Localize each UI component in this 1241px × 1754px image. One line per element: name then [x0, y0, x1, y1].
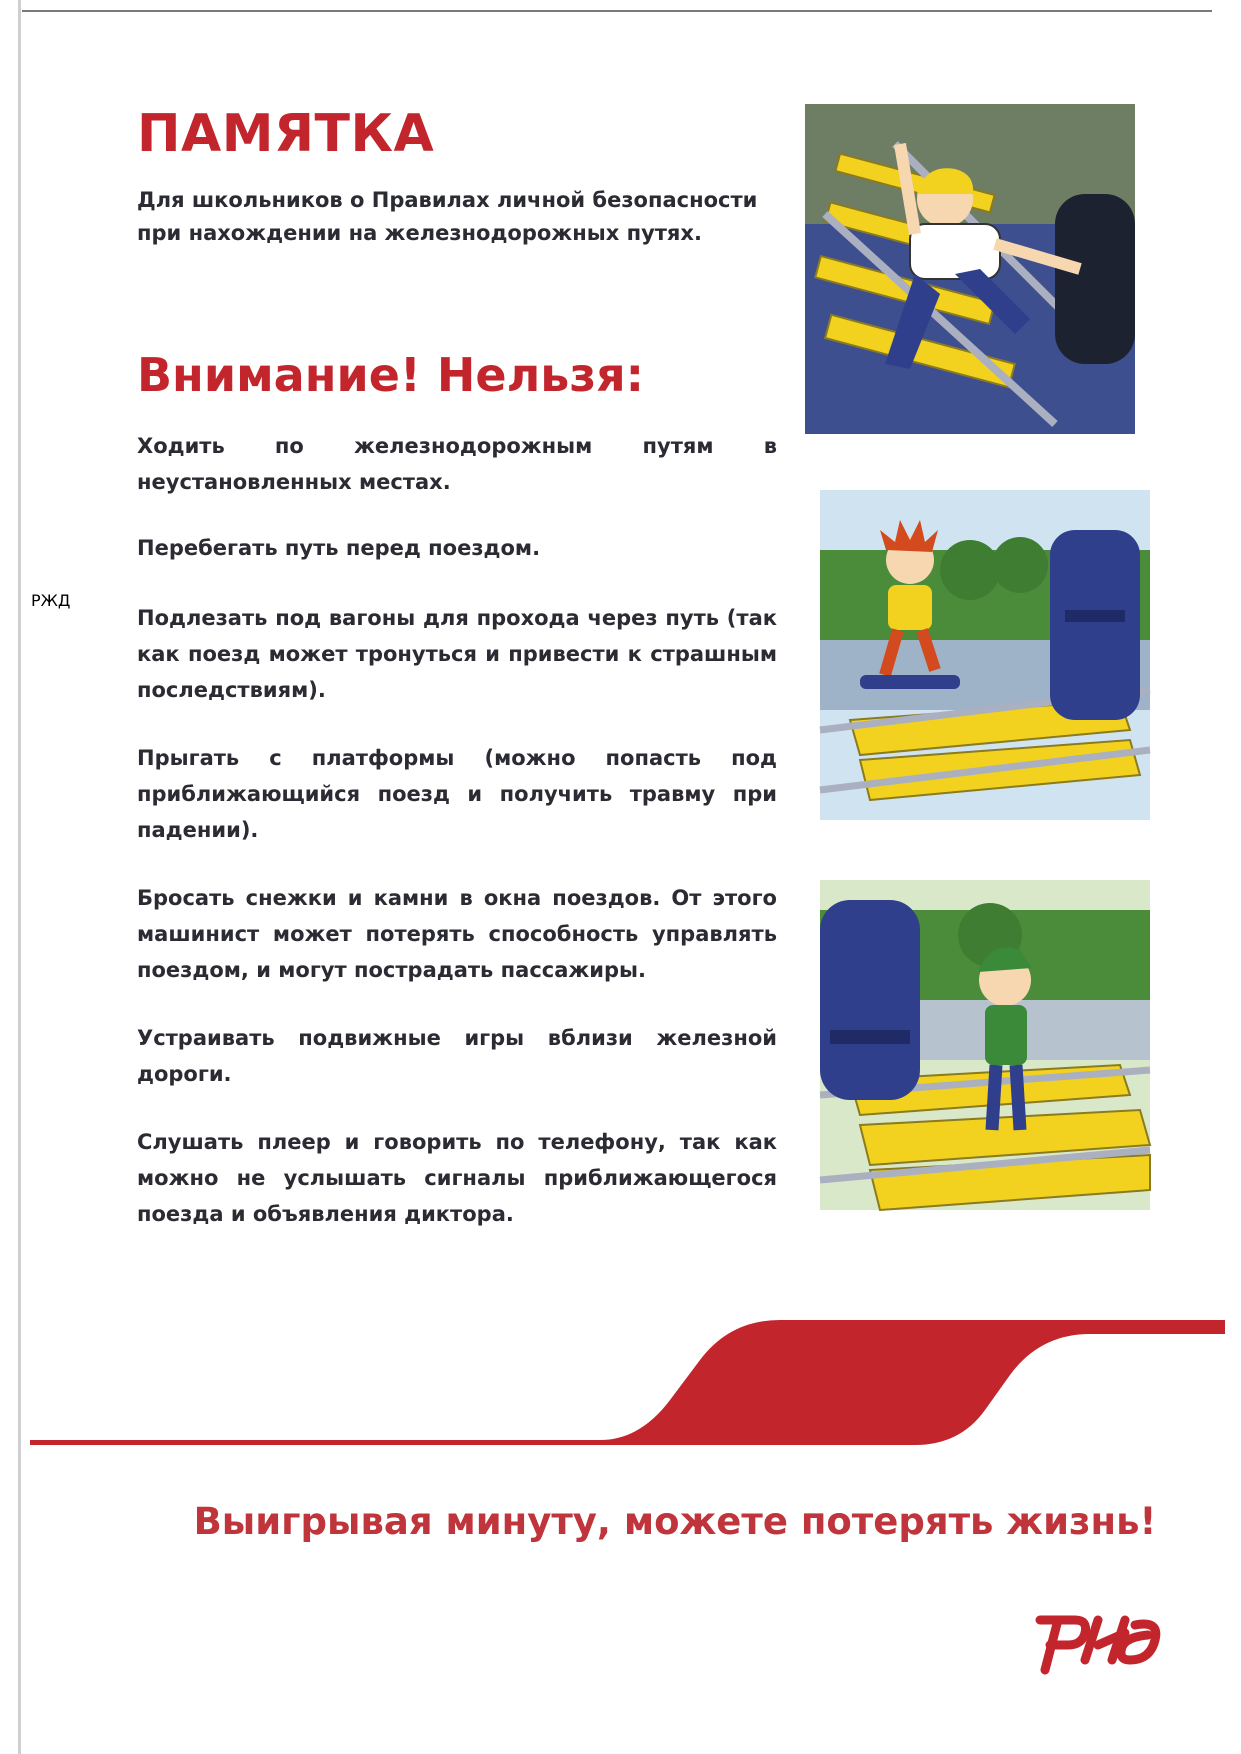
rule-item: Устраивать подвижные игры вблизи железной дороги.: [137, 1026, 777, 1086]
page-title: ПАМЯТКА: [137, 104, 435, 164]
rule-item: Слушать плеер и говорить по телефону, так как можно не услышать сигналы приближающегося поезда и объявления диктора.: [137, 1130, 777, 1226]
illustration-standing-boy: [820, 880, 1150, 1210]
rule-item: Ходить по железнодорожным путям в неустановленных местах.: [137, 434, 777, 494]
warning-heading: Внимание! Нельзя:: [137, 348, 645, 402]
illustration-skateboard-boy: [820, 490, 1150, 820]
subtitle: Для школьников о Правилах личной безопасности при нахождении на железнодорожных путях.: [137, 188, 758, 245]
rule-item: Перебегать путь перед поездом.: [137, 536, 541, 560]
rule-item: Подлезать под вагоны для прохода через путь (так как поезд может тронуться и привести к страшным последствиям).: [137, 606, 777, 702]
slogan: Выигрывая минуту, можете потерять жизнь!: [193, 1500, 1157, 1543]
top-divider: [22, 10, 1212, 12]
rule-item: Бросать снежки и камни в окна поездов. От этого машинист может потерять способность управлять поездом, и могут пострадать пассажиры.: [137, 886, 777, 982]
red-band: [0, 1300, 1241, 1450]
illustration-falling-boy: [805, 104, 1135, 434]
page-edge: [18, 0, 21, 1754]
logo-text: РЖД: [31, 591, 71, 610]
rule-item: Прыгать с платформы (можно попасть под приближающийся поезд и получить травму при падении).: [137, 746, 777, 842]
rules-list: [137, 428, 777, 1232]
